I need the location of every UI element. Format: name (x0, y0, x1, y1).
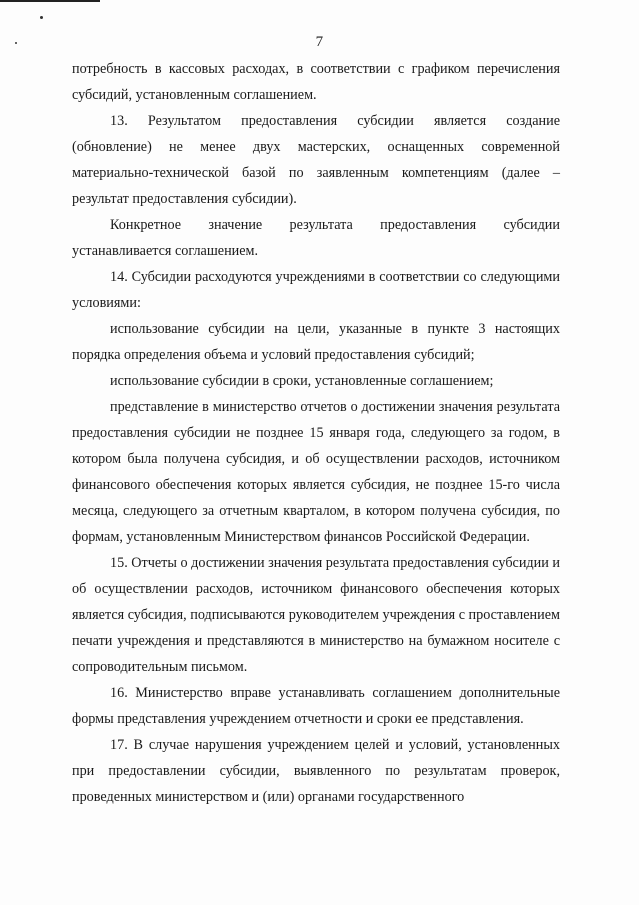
scan-speck (40, 16, 43, 19)
paragraph-continuation: потребность в кассовых расходах, в соответствии с графиком перечисления субсидий, установленным соглашением. (72, 61, 560, 103)
paragraph-condition-reports: представление в министерство отчетов о достижении значения результата предоставления субсидии не позднее 15 января года, следующего за годом, в котором была получена субсидия, и об осуществлении расходов, источником финансового обеспечения которых является субсидия, не позднее 15-го числа месяца, следующего за отчетным кварталом, в котором получена субсидия, по формам, установленным Министерством финансов Российской Федерации. (72, 399, 560, 545)
paragraph-15: 15. Отчеты о достижении значения результата предоставления субсидии и об осуществлении расходов, источником финансового обеспечения которых является субсидия, подписываются руководителем учреждения с проставлением печати учреждения и представляются в министерство на бумажном носителе с сопроводительным письмом. (72, 555, 560, 675)
paragraph-result-value: Конкретное значение результата предоставления субсидии устанавливается соглашением. (72, 217, 560, 259)
paragraph-16: 16. Министерство вправе устанавливать соглашением дополнительные формы представления учреждением отчетности и сроки ее представления. (72, 685, 560, 727)
paragraph-13: 13. Результатом предоставления субсидии является создание (обновление) не менее двух мастерских, оснащенных современной материально-технической базой по заявленным компетенциям (далее – результат предоставления субсидии). (72, 113, 560, 207)
page-number: 7 (315, 34, 324, 50)
paragraph-condition-terms: использование субсидии в сроки, установленные соглашением; (110, 373, 494, 389)
document-body (72, 56, 560, 810)
paragraph-condition-purpose: использование субсидии на цели, указанные в пункте 3 настоящих порядка определения объема и условий предоставления субсидий; (72, 321, 560, 363)
paragraph-14: 14. Субсидии расходуются учреждениями в соответствии со следующими условиями: (72, 269, 560, 311)
scan-edge-mark (0, 0, 100, 2)
paragraph-17: 17. В случае нарушения учреждением целей и условий, установленных при предоставлении субсидии, выявленного по результатам проверок, проведенных министерством и (или) органами государственного (72, 737, 560, 805)
